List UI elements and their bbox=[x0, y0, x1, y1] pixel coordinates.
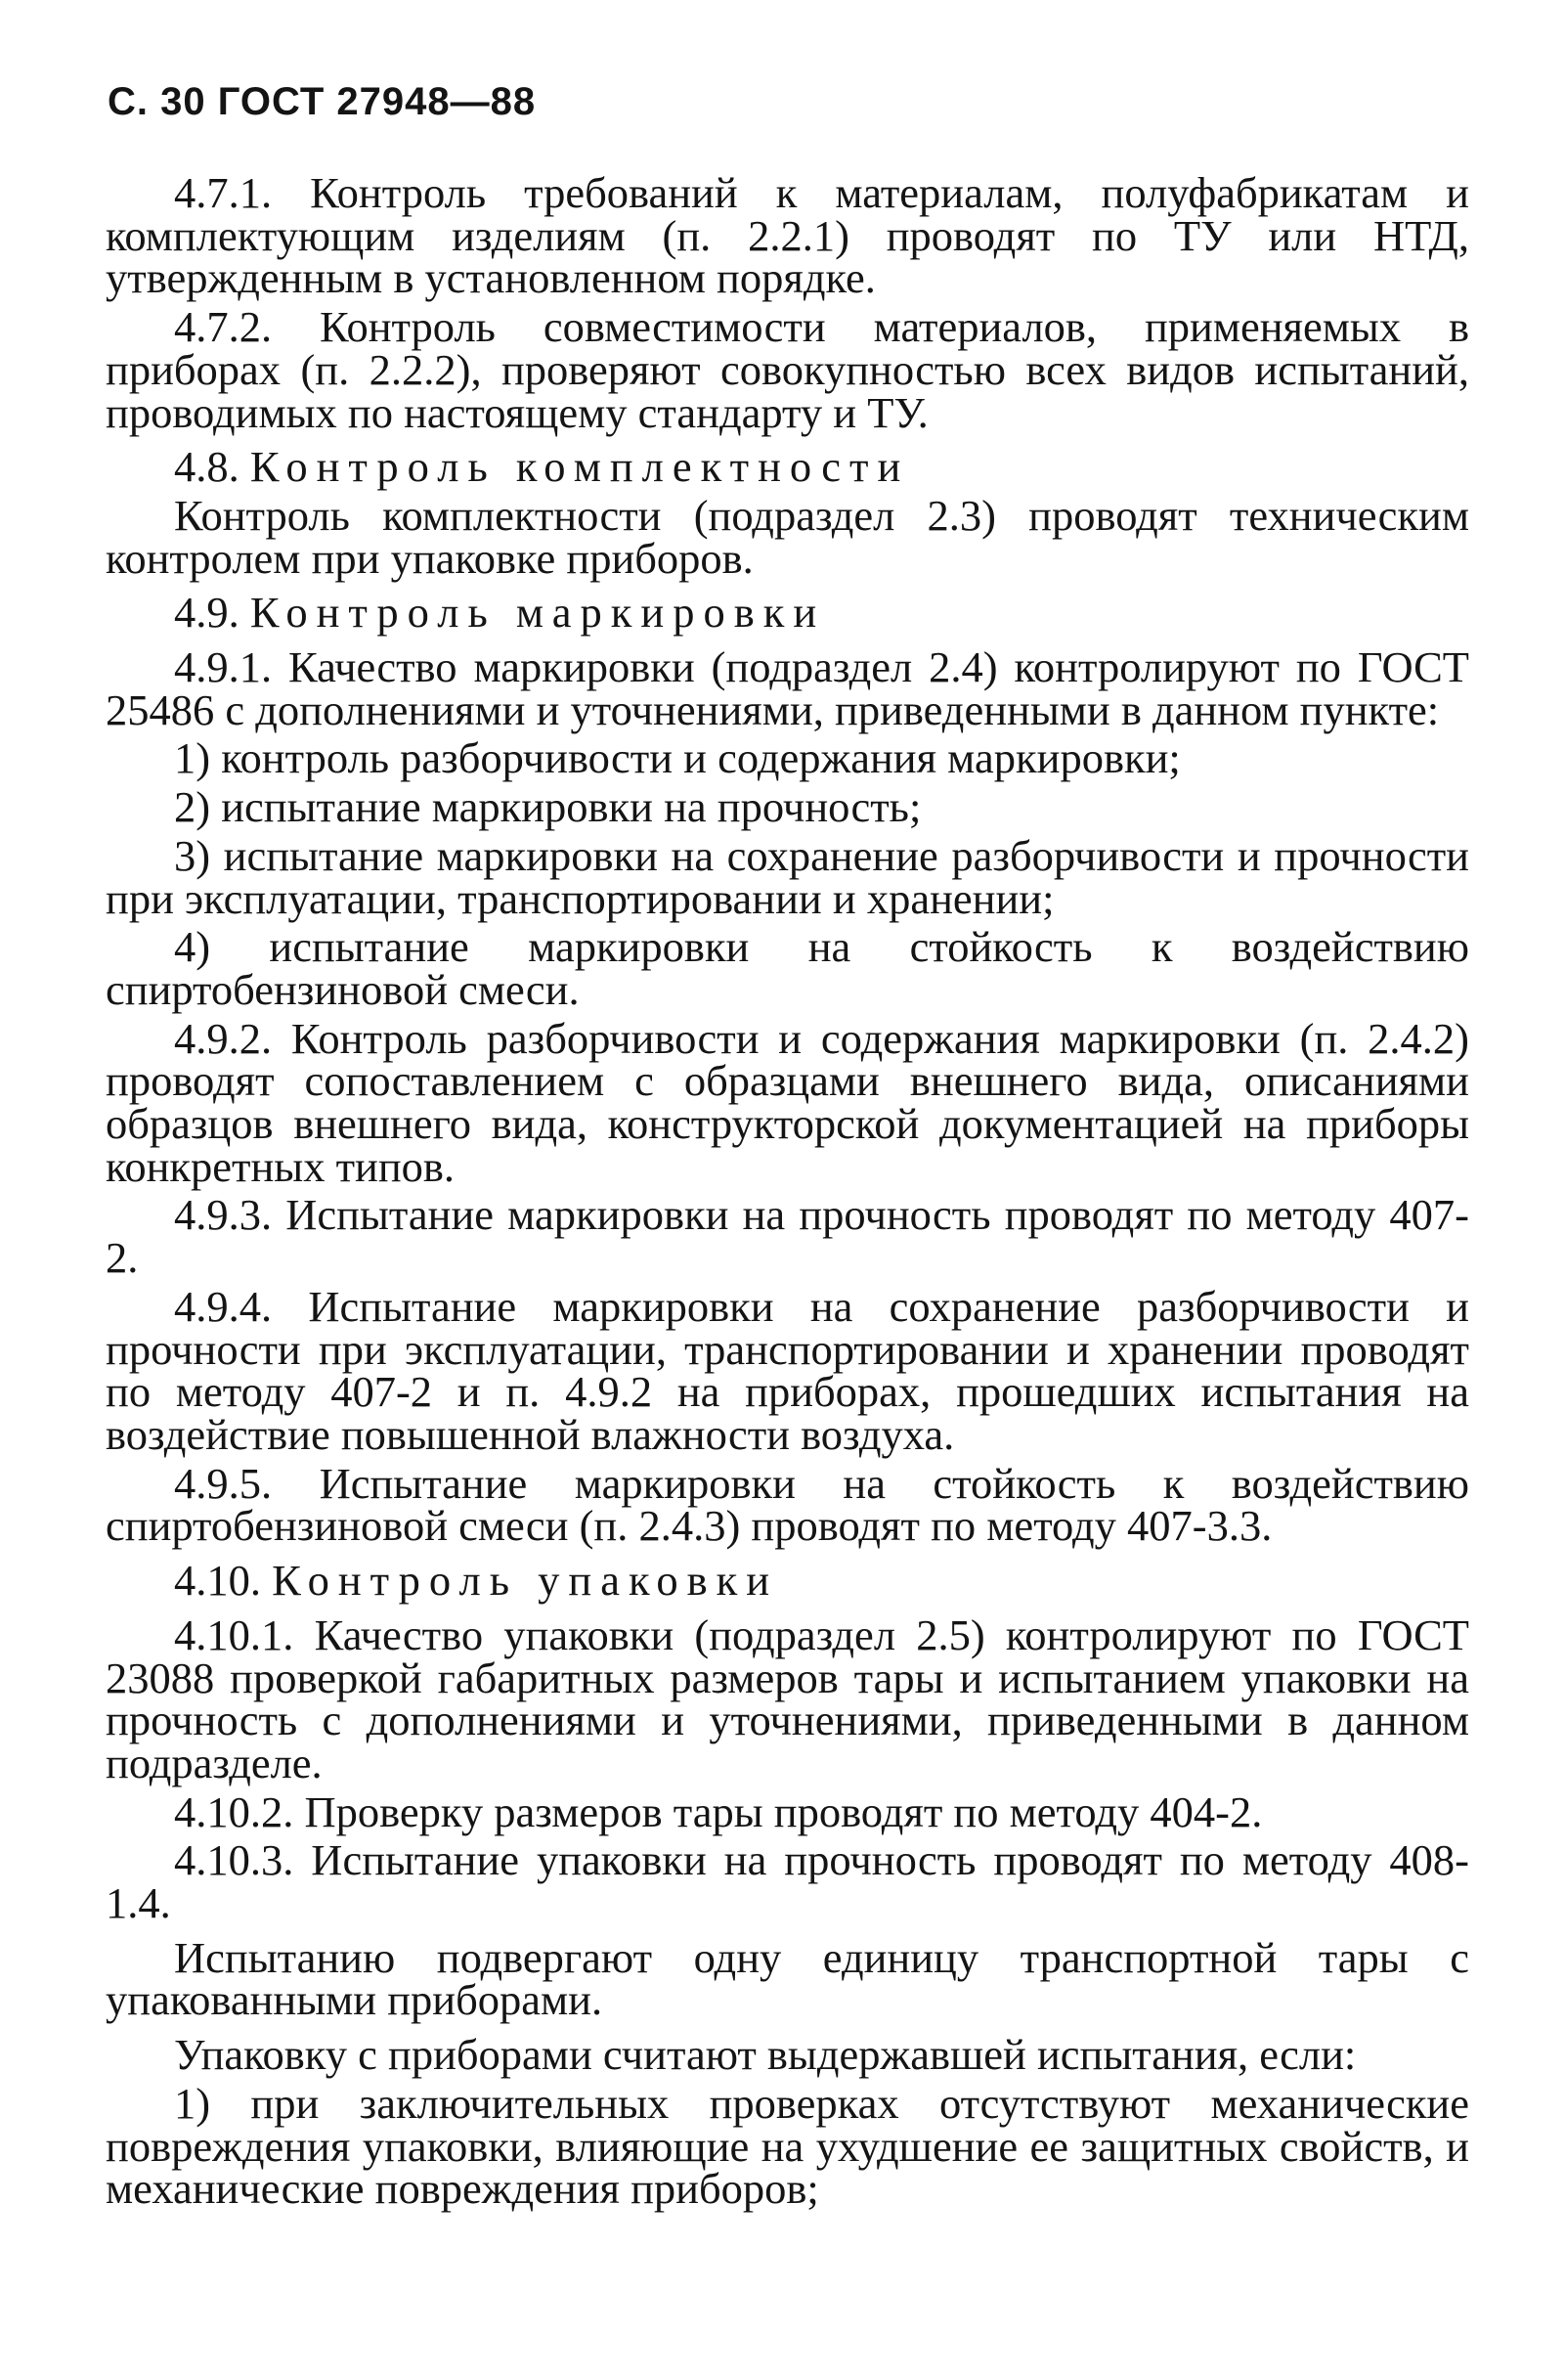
paragraph-4-9-5: 4.9.5. Испытание маркировки на стойкость к воздействию спиртобензиновой смеси (п. 2.4.3) проводят по методу 407-3.3. bbox=[106, 1458, 1469, 1551]
section-number: 4.9. bbox=[174, 588, 239, 638]
paragraph-4-10-2: 4.10.2. Проверку размеров тары проводят по методу 404-2. bbox=[174, 1786, 1263, 1836]
paragraph-4-7-1: 4.7.1. Контроль требований к материалам, полуфабрикатам и комплектующим изделиям (п. 2.2.1) проводят по ТУ или НТД, утвержденным в установленном порядке. bbox=[106, 168, 1469, 303]
paragraph-4-7-2: 4.7.2. Контроль совместимости материалов, применяемых в приборах (п. 2.2.2), проверяют совокупностью всех видов испытаний, проводимых по настоящему стандарту и ТУ. bbox=[106, 302, 1469, 437]
section-heading-4-10 bbox=[106, 1556, 1469, 1606]
paragraph-passed-conditions: Упаковку с приборами считают выдержавшей испытания, если: bbox=[174, 2030, 1357, 2080]
section-heading-4-9 bbox=[106, 588, 1469, 638]
list-item-1: 1) контроль разборчивости и содержания маркировки; bbox=[174, 733, 1181, 783]
paragraph-4-10-1: 4.10.1. Качество упаковки (подраздел 2.5) контролируют по ГОСТ 23088 проверкой габаритных размеров тары и испытанием упаковки на прочность с дополнениями и уточнениями, приведенными в данном подразделе. bbox=[106, 1609, 1469, 1787]
paragraph-4-9-3: 4.9.3. Испытание маркировки на прочность проводят по методу 407-2. bbox=[106, 1190, 1469, 1283]
paragraph-4-9-2: 4.9.2. Контроль разборчивости и содержания маркировки (п. 2.4.2) проводят сопоставлением с образцами внешнего вида, описаниями образцов внешнего вида, конструкторской документацией на приборы конкретных типов. bbox=[106, 1013, 1469, 1191]
list-item-pack-1: 1) при заключительных проверках отсутствуют механические повреждения упаковки, влияющие на ухудшение ее защитных свойств, и механические повреждения приборов; bbox=[106, 2078, 1469, 2214]
list-item-2: 2) испытание маркировки на прочность; bbox=[174, 782, 922, 832]
section-heading-4-8 bbox=[106, 442, 1469, 492]
document-body bbox=[106, 168, 1469, 2214]
section-number: 4.10. bbox=[174, 1556, 261, 1606]
paragraph-4-8: Контроль комплектности (подраздел 2.3) проводят техническим контролем при упаковке приборов. bbox=[106, 490, 1469, 583]
paragraph-4-9-4: 4.9.4. Испытание маркировки на сохранение разборчивости и прочности при эксплуатации, транспортировании и хранении проводят по методу 407-2 и п. 4.9.2 на приборах, прошедших испытания на воздействие повышенной влажности воздуха. bbox=[106, 1281, 1469, 1459]
list-item-4: 4) испытание маркировки на стойкость к воздействию спиртобензиновой смеси. bbox=[106, 922, 1469, 1014]
section-title: Контроль комплектности bbox=[249, 442, 910, 492]
paragraph-test-unit: Испытанию подвергают одну единицу транспортной тары с упакованными приборами. bbox=[106, 1932, 1469, 2025]
list-item-3: 3) испытание маркировки на сохранение разборчивости и прочности при эксплуатации, транспортировании и хранении; bbox=[106, 830, 1469, 923]
running-header: С. 30 ГОСТ 27948—88 bbox=[108, 80, 537, 123]
section-number: 4.8. bbox=[174, 442, 239, 492]
paragraph-4-9-1: 4.9.1. Качество маркировки (подраздел 2.4) контролируют по ГОСТ 25486 с дополнениями и уточнениями, приведенными в данном пункте: bbox=[106, 642, 1469, 734]
section-title: Контроль маркировки bbox=[249, 588, 826, 638]
paragraph-4-10-3: 4.10.3. Испытание упаковки на прочность проводят по методу 408-1.4. bbox=[106, 1835, 1469, 1928]
section-title: Контроль упаковки bbox=[272, 1556, 779, 1606]
